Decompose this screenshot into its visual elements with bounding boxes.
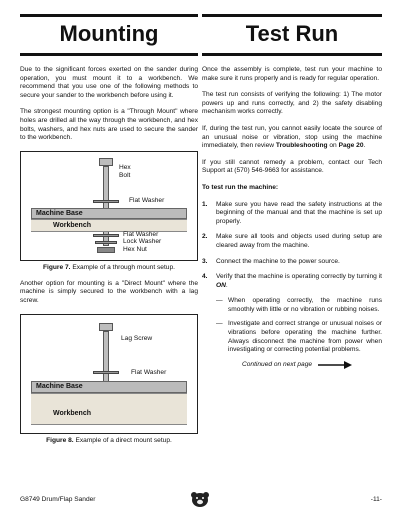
lock-washer xyxy=(95,241,117,244)
lock-washer-label: Lock Washer xyxy=(123,237,162,245)
workbench xyxy=(31,393,187,425)
test-run-paragraph-2: The test run consists of verifying the following: 1) The motor powers up and runs correctly, and 2) the safety disabling mechanism works correctly. xyxy=(202,91,382,116)
machine-base-label: Machine Base xyxy=(36,209,83,217)
flat-washer-bottom-label: Flat Washer xyxy=(123,230,159,238)
flat-washer-top-label: Flat Washer xyxy=(129,196,165,204)
arrow-right-icon xyxy=(318,361,352,369)
step-4: 4. Verify that the machine is operating correctly by turning it ON. xyxy=(202,273,382,289)
figure-7-through-mount xyxy=(20,151,198,261)
test-run-paragraph-3: If, during the test run, you cannot easily locate the source of an unusual noise or vibration, stop using the machine immediately, then review Troubleshooting on Page 20. xyxy=(202,124,382,150)
figure-7-caption: Figure 7. Example of a through mount setup. xyxy=(43,263,175,271)
machine-base xyxy=(31,208,187,219)
workbench xyxy=(31,219,187,232)
mounting-paragraph-2: The strongest mounting option is a "Through Mount" where holes are drilled all the way through the workbench, and hex bolts, washers, and hex nuts are used to secure the sander to the workbench. xyxy=(20,108,198,142)
footer-model: G8749 Drum/Flap Sander xyxy=(20,496,96,503)
test-run-heading: Test Run xyxy=(202,14,382,56)
figure-8-caption: Figure 8. Example of a direct mount setup. xyxy=(46,436,172,444)
test-run-column xyxy=(202,14,382,369)
flat-washer xyxy=(93,371,119,374)
lag-screw-head xyxy=(99,323,113,331)
test-run-paragraph-1: Once the assembly is complete, test run your machine to make sure it runs properly and is ready for regular operation. xyxy=(202,66,382,82)
hex-nut-label: Hex Nut xyxy=(123,245,147,253)
step-1: 1. Make sure you have read the safety instructions at the beginning of the manual and that the machine is set up properly. xyxy=(202,200,382,225)
test-run-subheading: To test run the machine: xyxy=(202,183,279,191)
continued-label: Continued on next page xyxy=(242,361,313,369)
step-4-sub-2: — Investigate and correct strange or unusual noises or vibrations before operating the machine further. Always disconnect the machine from power when investigating or correcting potential problems. xyxy=(216,320,382,354)
step-3: 3. Connect the machine to the power source. xyxy=(202,257,340,265)
step-2: 2. Make sure all tools and objects used during setup are cleared away from the machine. xyxy=(202,233,382,249)
workbench-label: Workbench xyxy=(53,221,91,229)
page-number: -11- xyxy=(370,496,382,503)
continued-note xyxy=(242,361,382,369)
machine-base-label: Machine Base xyxy=(36,382,83,390)
hex-nut xyxy=(97,247,115,253)
flat-washer-label: Flat Washer xyxy=(131,368,167,376)
bear-head-icon xyxy=(190,491,210,507)
figure-8-direct-mount xyxy=(20,314,198,434)
flat-washer-top xyxy=(93,200,119,203)
step-4-sub-1: — When operating correctly, the machine runs smoothly with little or no vibration or rubbing noises. xyxy=(216,297,382,313)
mounting-column xyxy=(20,14,198,453)
lag-screw-label: Lag Screw xyxy=(121,334,153,342)
mounting-paragraph-1: Due to the significant forces exerted on the sander during operation, you must mount it to a workbench. We recommend that you use one of the following methods to secure your sander to the workbench before using it. xyxy=(20,66,198,99)
flat-washer-bottom xyxy=(93,234,119,237)
test-run-paragraph-4: If you still cannot remedy a problem, contact our Tech Support at (570) 546-9663 for assistance. xyxy=(202,158,382,175)
hex-bolt-label: Hex Bolt xyxy=(119,163,131,179)
hex-bolt-head xyxy=(99,158,113,166)
mounting-paragraph-3: Another option for mounting is a "Direct Mount" where the machine is simply secured to the workbench with a lag screw. xyxy=(20,279,198,304)
workbench-label: Workbench xyxy=(53,409,91,417)
test-run-steps xyxy=(202,201,382,291)
machine-base xyxy=(31,381,187,393)
mounting-heading: Mounting xyxy=(20,14,198,56)
